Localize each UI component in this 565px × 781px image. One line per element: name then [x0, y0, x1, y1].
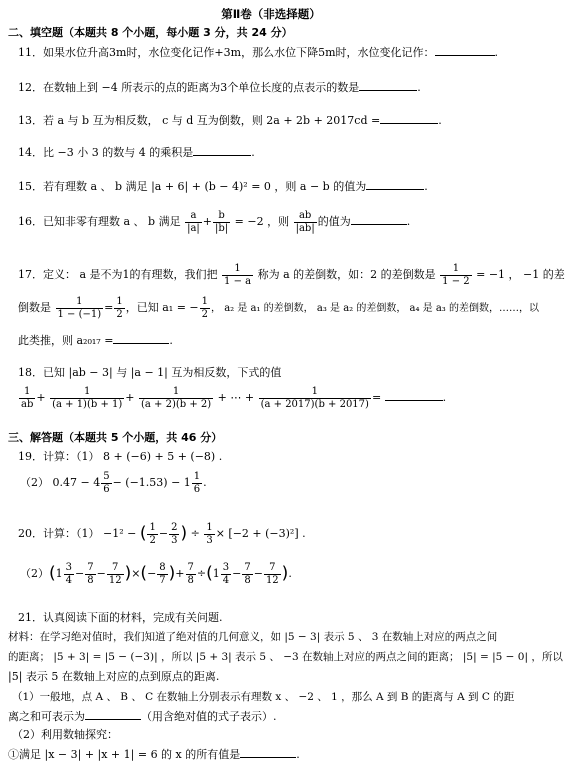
plus-sign: +	[175, 567, 185, 580]
fraction	[56, 296, 104, 320]
fraction	[242, 562, 252, 586]
fraction	[139, 386, 213, 410]
paren: (	[206, 563, 213, 584]
question-14-end: .	[251, 146, 255, 159]
numerator: 7	[87, 562, 94, 573]
numerator: 7	[244, 562, 251, 573]
numerator: 8	[159, 562, 166, 573]
paren: )	[124, 563, 132, 584]
denominator: 12	[108, 574, 122, 586]
numerator: 1	[193, 471, 201, 482]
minus-sign: −	[253, 567, 263, 580]
question-11	[18, 45, 498, 61]
denominator: 3	[171, 534, 178, 546]
fraction	[147, 522, 157, 546]
numerator: a	[185, 210, 202, 223]
text-segment: .	[296, 748, 300, 761]
question-18-line-1: 18．已知 |ab − 3| 与 |a − 1| 互为相反数，下式的值	[18, 366, 282, 379]
fraction	[440, 263, 471, 287]
section-2-heading: 二、填空题（本题共 8 个小题，每小题 3 分，共 24 分）	[8, 26, 293, 39]
denominator: 2	[149, 534, 156, 546]
text-segment: − (−1.53) − 1	[112, 476, 191, 489]
denominator: 4	[222, 574, 230, 586]
question-17-line-3	[18, 333, 173, 349]
section-3-heading: 三、解答题（本题共 5 个小题，共 46 分）	[8, 431, 223, 444]
question-13	[18, 113, 442, 129]
denominator: (a + 1)(b + 1)	[52, 398, 123, 410]
question-21-part-2: （2）利用数轴探究：	[12, 728, 118, 741]
question-18-end: .	[442, 391, 447, 404]
question-16-mid: = −2 ，则	[234, 215, 290, 228]
paren: (	[49, 563, 56, 584]
text-segment: = −1 ， −1 的差	[476, 268, 565, 281]
fraction	[19, 386, 35, 410]
fraction	[221, 562, 231, 586]
numerator: ab	[294, 210, 317, 223]
question-18-line-2: $\frac{1}{ab}$ + $\frac{1}{(a + 1)(b + 1)}$ + $\frac{1}{(a + 2)(b + 2)}$ + ⋯ + $\frac{1}{(a + 2017)(b + 2017)}$ = .	[21, 386, 447, 410]
answer-blank-18[interactable]	[385, 390, 443, 401]
minus-sign: −	[158, 527, 169, 540]
denominator: 12	[265, 574, 279, 586]
denominator: 2	[116, 308, 123, 320]
answer-blank-17[interactable]	[113, 333, 169, 344]
question-17-line-1	[18, 263, 565, 287]
text-segment: 此类推，则 a₂₀₁₇ =	[18, 334, 114, 347]
question-16-pre: 16．已知非零有理数 a 、 b 满足	[18, 215, 181, 228]
question-15	[18, 179, 428, 195]
question-21-part-1-line-1: （1）一般地，点 A 、 B 、 C 在数轴上分别表示有理数 x 、 −2 、 1 ，那么 A 到 B 的距离与 A 到 C 的距	[12, 691, 515, 703]
minus-sign: −	[96, 567, 106, 580]
numerator: b	[213, 210, 230, 223]
denominator: 1 − a	[224, 275, 252, 287]
denominator: |ab|	[295, 222, 315, 234]
denominator: 8	[244, 574, 251, 586]
question-15-text: 15．若有理数 a 、 b 满足 |a + 6| + (b − 4)² = 0 ，则 a − b 的值为	[18, 180, 367, 193]
fraction	[204, 522, 214, 546]
question-16-end: .	[406, 215, 411, 228]
answer-blank-16[interactable]	[351, 214, 407, 225]
answer-blank-14[interactable]	[193, 145, 251, 156]
numerator: 1	[440, 263, 471, 276]
numerator: 1	[139, 386, 213, 399]
denominator: 6	[103, 483, 110, 495]
fraction	[213, 210, 230, 234]
question-13-text: 13．若 a 与 b 互为相反数， c 与 d 互为倒数，则 2a + 2b + 2017cd =	[18, 114, 381, 127]
divide-sign: ÷	[196, 567, 207, 580]
denominator: 8	[87, 574, 94, 586]
text-segment: 倒数是	[18, 301, 51, 314]
fraction	[294, 210, 317, 234]
whole-number: 1	[55, 567, 63, 580]
question-14-text: 14．比 −3 小 3 的数与 4 的乘积是	[18, 146, 194, 159]
fraction	[259, 386, 371, 410]
minus-sign: −	[75, 567, 85, 580]
numerator: 3	[65, 562, 73, 573]
question-21-material-line-2: 的距离； |5 + 3| = |5 − (−3)| ，所以 |5 + 3| 表示 5 、 −3 在数轴上对应的两点之间的距离； |5| = |5 − 0| ，所以	[8, 651, 563, 663]
numerator: 1	[201, 296, 209, 307]
text-segment: （用含绝对值的式子表示）.	[141, 710, 277, 723]
divide-sign: ÷	[190, 527, 200, 540]
answer-blank-21-2[interactable]	[240, 747, 296, 758]
denominator: 7	[159, 574, 166, 586]
question-21-part-1-line-2	[8, 709, 277, 725]
numerator: 1	[19, 386, 35, 399]
numerator: 1	[56, 296, 104, 309]
answer-blank-11[interactable]	[435, 45, 495, 56]
denominator: 4	[65, 574, 73, 586]
question-15-end: .	[424, 180, 428, 193]
text-segment: （2）	[20, 567, 49, 580]
text-segment: ，已知 a₁ = −	[125, 301, 199, 314]
denominator: |a|	[187, 222, 200, 234]
fraction	[192, 471, 202, 495]
answer-blank-12[interactable]	[359, 80, 417, 91]
numerator: 1	[259, 386, 371, 399]
answer-blank-15[interactable]	[366, 179, 424, 190]
numerator: 1	[50, 386, 124, 399]
denominator: |b|	[215, 222, 229, 234]
denominator: ab	[21, 398, 34, 410]
paren: )	[281, 563, 289, 584]
ellipsis: + ⋯ +	[217, 391, 255, 404]
text-segment: .	[288, 567, 292, 580]
question-16	[18, 210, 410, 234]
numerator: 1	[149, 522, 156, 533]
text-segment: （2） 0.47 − 4	[20, 476, 101, 489]
text-segment: 20．计算：（1） −1² −	[18, 527, 137, 540]
numerator: 5	[103, 471, 110, 482]
fraction	[185, 210, 202, 234]
question-19-part-2	[20, 471, 207, 495]
numerator: 2	[171, 522, 178, 533]
text-segment: 17．定义： a 是不为1的有理数，我们把	[18, 268, 218, 281]
fraction	[64, 562, 74, 586]
question-11-text: 11．如果水位升高3m时，水位变化记作+3m，那么水位下降5m时，水位变化记作：	[18, 46, 435, 59]
fraction	[186, 562, 196, 586]
fraction	[222, 263, 253, 287]
numerator: 3	[222, 562, 230, 573]
question-20-part-1	[18, 522, 306, 546]
equals-sign: =	[371, 391, 382, 404]
question-11-end: .	[494, 46, 498, 59]
numerator: 1	[222, 263, 253, 276]
paren: )	[180, 523, 188, 544]
fraction	[85, 562, 95, 586]
question-13-end: .	[438, 114, 442, 127]
text-segment: ， a₂ 是 a₁ 的差倒数， a₃ 是 a₂ 的差倒数， a₄ 是 a₃ 的差倒数，……，以	[211, 303, 539, 314]
text-segment: =	[104, 301, 114, 314]
fraction	[50, 386, 124, 410]
denominator: 8	[187, 574, 194, 586]
paren: )	[168, 563, 176, 584]
answer-blank-13[interactable]	[380, 113, 438, 124]
question-21-line-1: 21．认真阅读下面的材料，完成有关问题.	[18, 611, 223, 624]
fraction	[264, 562, 281, 586]
text-segment: 称为 a 的差倒数，如：2 的差倒数是	[257, 268, 436, 281]
answer-blank-21-1[interactable]	[85, 709, 141, 720]
fraction	[107, 562, 124, 586]
question-12-end: .	[417, 81, 421, 94]
fraction	[114, 296, 124, 320]
denominator: (a + 2)(b + 2)	[140, 398, 212, 410]
question-12	[18, 80, 421, 96]
denominator: 6	[193, 483, 201, 495]
times-sign: ×	[131, 567, 141, 580]
whole-number: 1	[212, 567, 220, 580]
numerator: 1	[206, 522, 213, 533]
minus-sign: −	[147, 567, 157, 580]
denominator: 1 − (−1)	[57, 308, 102, 320]
fraction	[157, 562, 167, 586]
text-segment: ①满足 |x − 3| + |x + 1| = 6 的 x 的所有值是	[8, 748, 241, 761]
question-19-part-1: 19．计算：（1） 8 + (−6) + 5 + (−8) .	[18, 450, 223, 463]
question-20-part-2	[20, 562, 292, 586]
question-17-end: .	[169, 334, 173, 347]
numerator: 7	[187, 562, 194, 573]
denominator: 3	[206, 534, 213, 546]
paren: (	[140, 563, 148, 584]
fraction	[101, 471, 111, 495]
question-21-material-line-1: 材料：在学习绝对值时，我们知道了绝对值的几何意义，如 |5 − 3| 表示 5 、 3 在数轴上对应的两点之间	[8, 631, 498, 643]
question-21-part-2-item-1	[8, 747, 300, 763]
fraction	[169, 522, 179, 546]
numerator: 7	[264, 562, 281, 575]
fraction	[200, 296, 210, 320]
question-21-material-line-3: |5| 表示 5 在数轴上对应的点到原点的距离.	[8, 670, 220, 683]
question-16-post: 的值为	[317, 215, 351, 228]
numerator: 7	[107, 562, 124, 575]
minus-sign: −	[232, 567, 242, 580]
denominator: 1 − 2	[442, 275, 470, 287]
question-17-line-2	[18, 296, 539, 320]
denominator: (a + 2017)(b + 2017)	[260, 398, 369, 410]
page-title: 第Ⅱ卷（非选择题）	[221, 7, 321, 21]
question-14	[18, 145, 255, 161]
denominator: 2	[201, 308, 209, 320]
numerator: 1	[116, 296, 123, 307]
question-12-text: 12．在数轴上到 −4 所表示的点的距离为3个单位长度的点表示的数是	[18, 81, 360, 94]
text-segment: .	[203, 476, 207, 489]
text-segment: × [−2 + (−3)²] .	[215, 527, 306, 540]
plus-sign: +	[202, 215, 213, 228]
paren: (	[139, 523, 147, 544]
text-segment: 离之和可表示为	[8, 710, 85, 723]
